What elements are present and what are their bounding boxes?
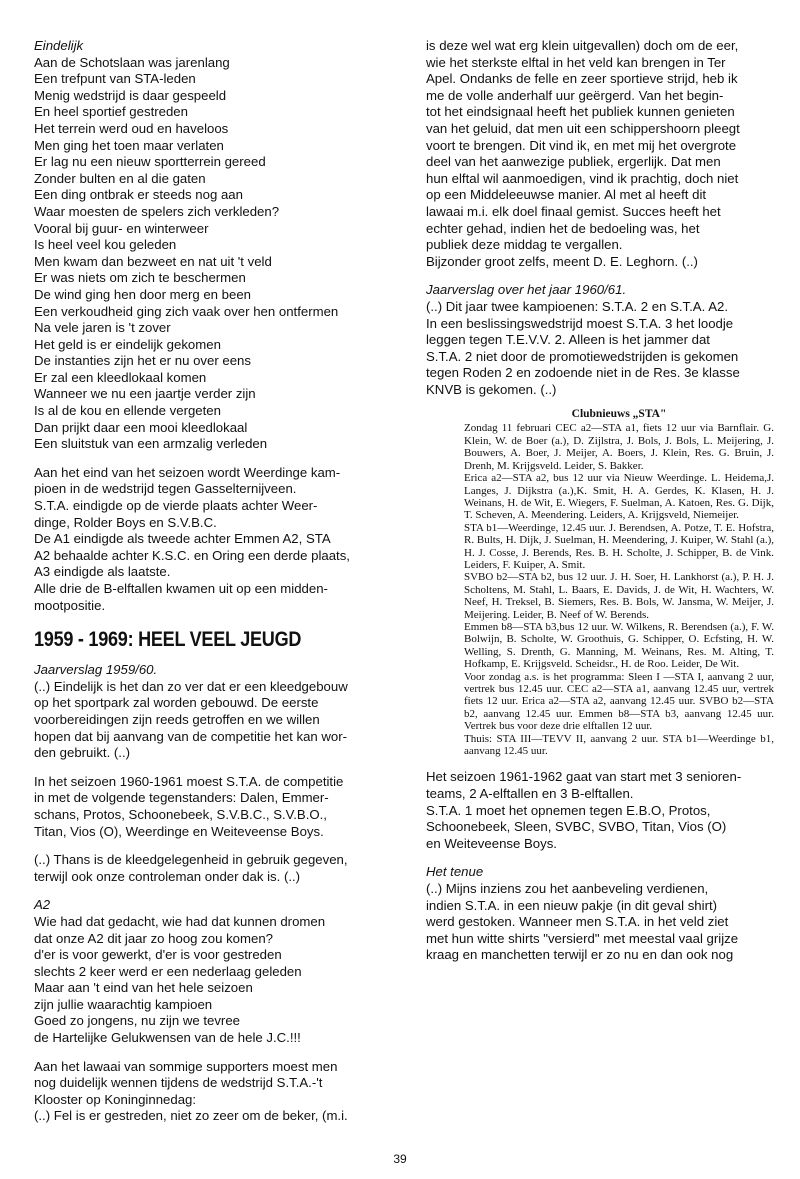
text-line: teams, 2 A-elftallen en 3 B-elftallen.	[426, 786, 634, 802]
text-line: en Weiteveense Boys.	[426, 835, 557, 851]
spacer	[426, 852, 778, 864]
clipping-paragraph: STA b1—Weerdinge, 12.45 uur. J. Berendsen, A. Potze, T. E. Hofstra, R. Bults, H. Dijk, J. Suelman, H. Meendering, J. Kuiper, W. Stahl (a.), H. J. Cosse, J. Berends, Res. B. H. Scholte, J. Schipper, B. de Vink. Leiders, F. Kuiper, A. Smit.	[464, 521, 774, 571]
text-line: deel van het aanwezige publiek, ergerlijk. Dat men	[426, 154, 721, 170]
text-line: Aan het eind van het seizoen wordt Weerdinge kam-	[34, 464, 341, 480]
clipping-paragraph: Voor zondag a.s. is het programma: Sleen I —STA I, aanvang 2 uur, vertrek bus 12.45 uur. CEC a2—STA a1, aanvang 12.45 uur, vertrek fiets 12 uur. Erica a2—STA a2, aanvang 12.45 uur. SVBO b2—STA b2, aanvang 12.45 uur. Emmen b8—STA b3, aanvang 12.45 uur. Vertrek bus voor deze drie elftallen 12 uur.	[464, 670, 774, 733]
text-line: van het geluid, dat men uit een schippershoorn pleegt	[426, 120, 740, 136]
poem-a2-title: A2	[34, 897, 51, 913]
text-line: wie het sterkste elftal in het veld kan brengen in Ter	[426, 54, 726, 70]
poem-line: De instanties zijn het er nu over eens	[34, 353, 251, 369]
poem-line: Er lag nu een nieuw sportterrein gereed	[34, 154, 266, 170]
spacer	[34, 453, 404, 465]
poem-line: Een verkoudheid ging zich vaak over hen ontfermen	[34, 303, 339, 319]
text-line: A3 eindigde als laatste.	[34, 564, 171, 580]
poem-line: Na vele jaren is 't zover	[34, 320, 171, 336]
text-line: voort te brengen. Dit vind ik, en met mij het overgrote	[426, 137, 737, 153]
text-line: me de volle anderhalf uur geërgerd. Van het begin-	[426, 87, 724, 103]
poem-line: Waar moesten de spelers zich verkleden?	[34, 203, 280, 219]
text-line: indien S.T.A. in een nieuw pakje (in dit geval shirt)	[426, 897, 718, 913]
text-line: Apel. Ondanks de felle en zeer sportieve strijd, heb ik	[426, 71, 738, 87]
text-line: Het seizoen 1961-1962 gaat van start met 3 senioren-	[426, 769, 742, 785]
jaarverslag-1959-title: Jaarverslag 1959/60.	[34, 662, 158, 678]
poem-line: Goed zo jongens, nu zijn we tevree	[34, 1013, 240, 1029]
poem-line: Wanneer we nu een jaartje verder zijn	[34, 386, 256, 402]
season-1961-paragraph	[426, 769, 778, 852]
text-line: dinge, Rolder Boys en S.V.B.C.	[34, 514, 217, 530]
text-line: KNVB is gekomen. (..)	[426, 381, 557, 397]
text-line: In het seizoen 1960-1961 moest S.T.A. de competitie	[34, 773, 344, 789]
text-line: op het sportpark zal worden gebouwd. De eerste	[34, 695, 319, 711]
poem-line: Is al de kou en ellende vergeten	[34, 403, 221, 419]
poem-line: dat onze A2 dit jaar zo hoog zou komen?	[34, 930, 274, 946]
tenue-text	[426, 881, 778, 964]
text-line: nog duidelijk wennen tijdens de wedstrijd S.T.A.-'t	[34, 1075, 323, 1091]
text-line: met hun witte shirts "versierd" met meestal vaal grijze	[426, 930, 739, 946]
text-line: lawaai m.i. elk doel finaal gemist. Succes heeft het	[426, 203, 721, 219]
text-line: Alle drie de B-elftallen kwamen uit op een midden-	[34, 581, 328, 596]
text-line: (..) Dit jaar twee kampioenen: S.T.A. 2 en S.T.A. A2.	[426, 298, 728, 314]
clipping-paragraph: Zondag 11 februari CEC a2—STA a1, fiets 12 uur via Barnflair. G. Klein, W. de Boer (a.), D. Zijlstra, J. Bols, J. Bols, L. Meijering, J. Bouwers, A. Boer, J. Meijer, A. Boers, J. Klein, Res. G. Bruin, J. Drenh, M. Krijgsveld. Leider, S. Bakker.	[464, 422, 774, 472]
poem-line: Vooral bij guur- en winterweer	[34, 220, 209, 236]
text-line: is deze wel wat erg klein uitgevallen) doch om de eer,	[426, 38, 739, 53]
text-line: S.T.A. 1 moet het opnemen tegen E.B.O, Protos,	[426, 802, 711, 818]
text-line: Aan het lawaai van sommige supporters moest men	[34, 1058, 338, 1074]
text-line: mootpositie.	[34, 597, 106, 613]
poem-line: Het geld is er eindelijk gekomen	[34, 336, 221, 352]
text-line: tegen Roden 2 en zodoende niet in de Res. 3e klasse	[426, 365, 740, 381]
poem-line: Een ding ontbrak er steeds nog aan	[34, 187, 243, 203]
poem-line: slechts 2 keer werd er een nederlaag geleden	[34, 963, 302, 979]
jaarverslag-1959-text	[34, 679, 404, 762]
poem-line: Er zal een kleedlokaal komen	[34, 369, 207, 385]
text-line: (..) Mijns inziens zou het aanbeveling verdienen,	[426, 881, 709, 896]
text-line: echter gehad, indien het de bedoeling was, het	[426, 220, 700, 236]
text-line: (..) Thans is de kleedgelegenheid in gebruik gegeven,	[34, 852, 348, 868]
text-line: den gebruikt. (..)	[34, 745, 131, 761]
page-number: 39	[393, 1152, 407, 1166]
kleedgelegenheid-paragraph	[34, 852, 404, 885]
poem-line: d'er is voor gewerkt, d'er is voor gestreden	[34, 947, 282, 963]
poem-line: Dan prijkt daar een mooi kleedlokaal	[34, 419, 248, 435]
poem-line: Men kwam dan bezweet en nat uit 't veld	[34, 253, 272, 269]
poem-line: En heel sportief gestreden	[34, 104, 188, 120]
poem-line: De wind ging hen door merg en been	[34, 286, 252, 302]
poem-line: Menig wedstrijd is daar gespeeld	[34, 87, 227, 103]
jaarverslag-1960-text	[426, 299, 778, 399]
text-line: pioen in de wedstrijd tegen Gasselternijveen.	[34, 481, 297, 497]
clipping-paragraph: Thuis: STA III—TEVV II, aanvang 2 uur. STA b1—Weerdinge b1, aanvang 12.45 uur.	[464, 732, 774, 758]
poem-line: zijn jullie waarachtig kampioen	[34, 996, 213, 1012]
clipping-paragraph: Erica a2—STA a2, bus 12 uur via Nieuw Weerdinge. L. Heidema,J. Langes, J. Dijkstra (a.),K. Smit, H. A. Gerdes, K. Klasen, H. J. Weinans, H. de Wit, E. Wiegers, F. Suelman, A. Katoen, Res. G. Dijk, T. Scheven, A. Meendering. Leiders, A. Krijgsveld, Niemeijer.	[464, 472, 774, 522]
poem-a2	[34, 914, 404, 1047]
text-line: schans, Protos, Schoonebeek, S.V.B.C., S.V.B.O.,	[34, 806, 327, 822]
right-column	[426, 38, 778, 964]
text-line: hun elftal wil aanmoedigen, vind ik prachtig, doch niet	[426, 170, 739, 186]
clipping-paragraph: SVBO b2—STA b2, bus 12 uur. J. H. Soer, H. Lankhorst (a.), P. H. J. Scholtens, M. Stahl, L. Baars, E. Davids, J. de Wit, H. Wachters, W. Neef, H. Treksel, B. Siemers, Res. B. Bols, W. Jansma, W. Meijer, J. Meijering. Leider, B. Neef of W. Berends.	[464, 571, 774, 621]
text-line: Schoonebeek, Sleen, SVBC, SVBO, Titan, Vios (O)	[426, 819, 727, 835]
poem-line: Er was niets om zich te beschermen	[34, 270, 246, 286]
tenue-title: Het tenue	[426, 864, 484, 880]
newspaper-clipping	[464, 408, 774, 757]
text-line: leggen tegen T.E.V.V. 2. Alleen is het jammer dat	[426, 332, 710, 348]
text-line: in met de volgende tegenstanders: Dalen, Emmer-	[34, 790, 329, 806]
poem-line: Wie had dat gedacht, wie had dat kunnen dromen	[34, 913, 326, 929]
left-column	[34, 38, 404, 1125]
poem-line: Een trefpunt van STA-leden	[34, 71, 196, 87]
spacer	[34, 840, 404, 852]
poem-eindelijk-title: Eindelijk	[34, 38, 84, 53]
poem-line: Maar aan 't eind van het hele seizoen	[34, 980, 253, 996]
text-line: Bijzonder groot zelfs, meent D. E. Leghorn. (..)	[426, 253, 698, 269]
text-line: De A1 eindigde als tweede achter Emmen A2, STA	[34, 531, 331, 547]
leghorn-letter-paragraph	[426, 38, 778, 270]
season-summary-paragraph	[34, 465, 404, 614]
poem-line: Het terrein werd oud en haveloos	[34, 120, 229, 136]
text-line: (..) Fel is er gestreden, niet zo zeer om de beker, (m.i.	[34, 1108, 348, 1124]
text-line: Titan, Vios (O), Weerdinge en Weiteveense Boys.	[34, 823, 324, 839]
supporters-paragraph	[34, 1059, 404, 1125]
text-line: (..) Eindelijk is het dan zo ver dat er een kleedgebouw	[34, 678, 348, 694]
text-line: werd gestoken. Wanneer men S.T.A. in het veld ziet	[426, 914, 729, 930]
season-1960-paragraph	[34, 774, 404, 840]
text-line: kraag en manchetten terwijl er zo nu en dan ook nog	[426, 947, 734, 963]
text-line: S.T.A. eindigde op de vierde plaats achter Weer-	[34, 498, 318, 514]
clipping-title: Clubnieuws „STA"	[571, 408, 667, 421]
spacer	[34, 885, 404, 897]
poem-line: Zonder bulten en al die gaten	[34, 170, 206, 186]
section-heading: 1959 - 1969: HEEL VEEL JEUGD	[34, 628, 302, 652]
text-line: op een Middeleeuwse manier. Al met al heeft dit	[426, 187, 707, 203]
spacer	[426, 270, 778, 282]
text-line: publiek deze middag te vergallen.	[426, 237, 623, 253]
jaarverslag-1960-title: Jaarverslag over het jaar 1960/61.	[426, 282, 627, 298]
spacer	[34, 762, 404, 774]
poem-line: Een sluitstuk van een armzalig verleden	[34, 436, 268, 452]
poem-line: Aan de Schotslaan was jarenlang	[34, 54, 230, 70]
poem-line: de Hartelijke Gelukwensen van de hele J.C.!!!	[34, 1030, 301, 1046]
poem-line: Is heel veel kou geleden	[34, 237, 177, 253]
clipping-paragraph: Emmen b8—STA b3,bus 12 uur. W. Wilkens, R. Berendsen (a.), F. W. Bolwijn, B. Scholte, W. Groothuis, G. Schipper, O. Ecfsting, H. W. Welling, S. Drenth, G. Manning, M. Weinans, Res. M. Alting, T. Hofkamp, E. Krijgsveld. Scheidsr., H. de Roo. Leider, De Wit.	[464, 620, 774, 671]
spacer	[34, 1047, 404, 1059]
text-line: hopen dat bij aanvang van de competitie het kan wor-	[34, 728, 348, 744]
text-line: Klooster op Koninginnedag:	[34, 1091, 197, 1107]
text-line: terwijl ook onze controleman onder dak is. (..)	[34, 868, 301, 884]
text-line: A2 behaalde achter K.S.C. en Oring een derde plaats,	[34, 547, 350, 563]
text-line: In een beslissingswedstrijd moest S.T.A. 3 het loodje	[426, 315, 734, 331]
text-line: voorbereidingen zijn reeds getroffen en we willen	[34, 711, 320, 727]
text-line: S.T.A. 2 niet door de promotiewedstrijden is gekomen	[426, 348, 739, 364]
poem-line: Men ging het toen maar verlaten	[34, 137, 224, 153]
poem-eindelijk	[34, 55, 404, 453]
text-line: tot het eindsignaal heeft het publiek kunnen genieten	[426, 104, 735, 120]
